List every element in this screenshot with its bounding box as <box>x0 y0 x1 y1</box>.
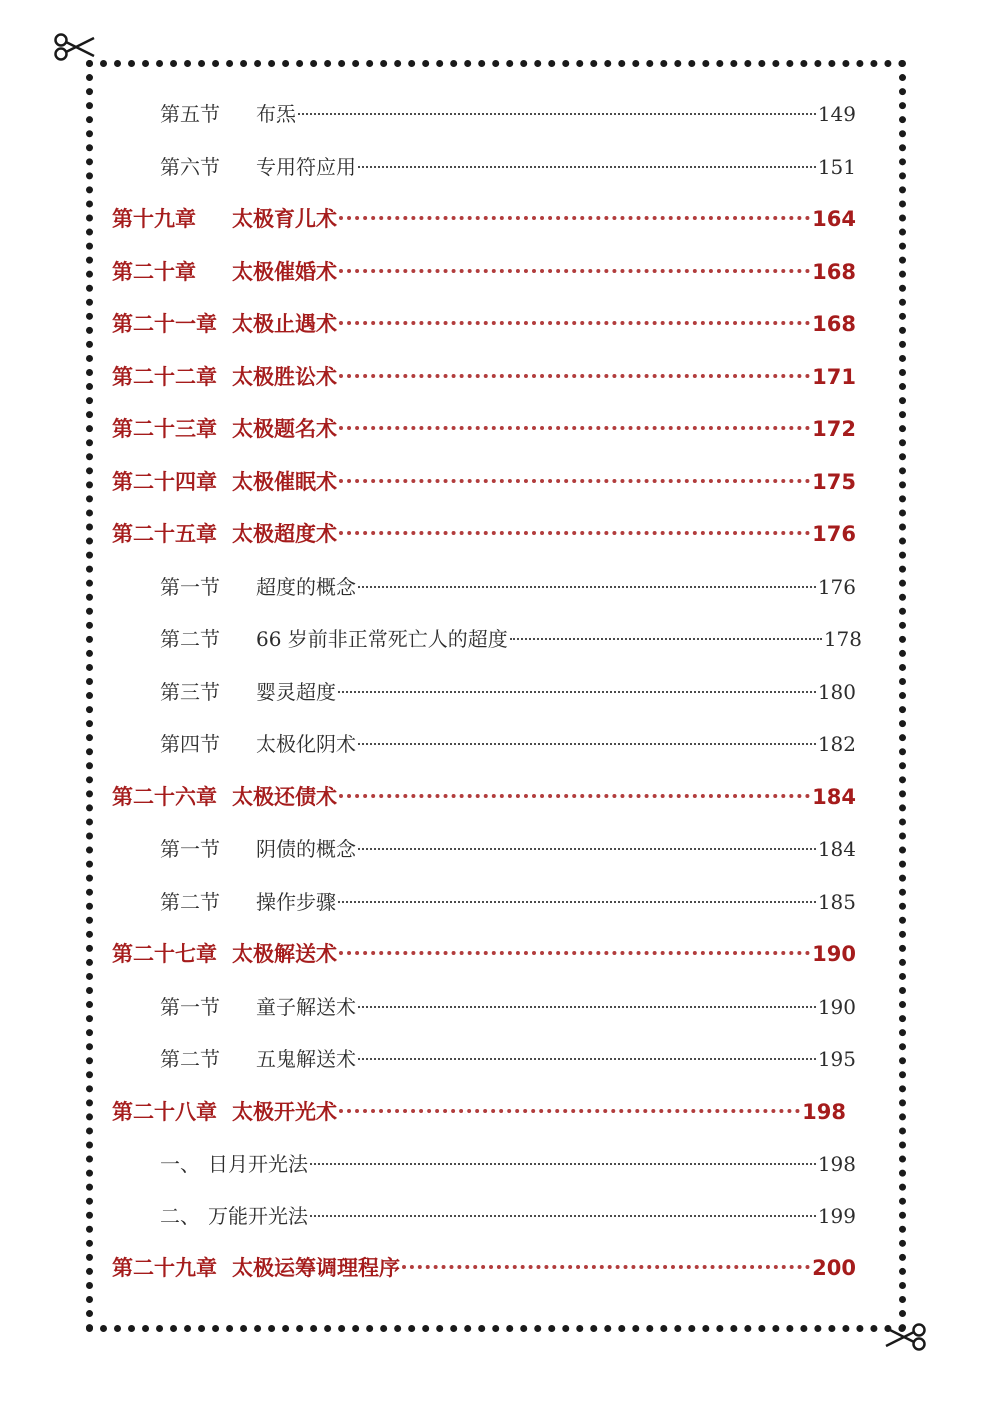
entry-title: 太极催眠术 <box>232 470 337 494</box>
toc-entry-chapter[interactable] <box>112 203 856 233</box>
dot-leader <box>338 901 816 903</box>
entry-title: 阴债的概念 <box>256 837 356 861</box>
entry-page-number: 195 <box>817 1047 856 1071</box>
entry-label: 第一节 <box>160 575 220 599</box>
entry-page-number: 190 <box>812 942 856 966</box>
entry-label: 第二十七章 <box>112 942 217 966</box>
entry-page-number: 182 <box>817 732 856 756</box>
entry-page-number: 171 <box>812 365 856 389</box>
toc-entry-section[interactable] <box>160 571 856 600</box>
entry-label: 第三节 <box>160 680 220 704</box>
entry-page-number: 176 <box>817 575 856 599</box>
dot-leader <box>358 1058 816 1060</box>
toc-entry-section[interactable] <box>160 98 856 127</box>
entry-label: 第二十八章 <box>112 1100 217 1124</box>
toc-entry-chapter[interactable] <box>112 518 856 548</box>
toc-entry-chapter[interactable] <box>112 781 856 811</box>
toc-entry-section[interactable] <box>160 833 856 862</box>
dot-leader <box>339 321 810 325</box>
entry-label: 第二十五章 <box>112 522 217 546</box>
dot-leader <box>358 848 816 850</box>
dot-leader <box>339 426 810 430</box>
entry-label: 第二十一章 <box>112 312 217 336</box>
entry-page-number: 185 <box>817 890 856 914</box>
entry-title: 太极止遇术 <box>232 312 337 336</box>
entry-page-number: 190 <box>817 995 856 1019</box>
entry-title: 太极胜讼术 <box>232 365 337 389</box>
entry-page-number: 172 <box>812 417 856 441</box>
entry-title: 太极化阴术 <box>256 732 356 756</box>
dot-leader <box>339 269 810 273</box>
toc-entry-chapter[interactable] <box>112 361 856 391</box>
entry-page-number: 180 <box>817 680 856 704</box>
toc-entry-section[interactable] <box>160 1148 856 1177</box>
dot-leader <box>339 531 810 535</box>
toc-entry-section[interactable] <box>160 886 856 915</box>
toc-entry-chapter[interactable] <box>112 256 856 286</box>
toc-entry-chapter[interactable] <box>112 413 856 443</box>
entry-label: 第二十四章 <box>112 470 217 494</box>
entry-page-number: 176 <box>812 522 856 546</box>
entry-label: 第二十六章 <box>112 785 217 809</box>
dot-leader <box>339 216 810 220</box>
dot-leader <box>358 586 816 588</box>
dot-leader <box>510 638 822 640</box>
entry-title: 太极还债术 <box>232 785 337 809</box>
entry-label: 第二节 <box>160 627 220 651</box>
dot-leader <box>310 1163 816 1165</box>
entry-title: 童子解送术 <box>256 995 356 1019</box>
entry-page-number: 168 <box>812 260 856 284</box>
entry-page-number: 175 <box>812 470 856 494</box>
entry-title: 太极开光术 <box>232 1100 337 1124</box>
entry-title: 太极题名术 <box>232 417 337 441</box>
entry-label: 二、 <box>160 1204 200 1228</box>
entry-label: 第二节 <box>160 1047 220 1071</box>
entry-label: 第一节 <box>160 995 220 1019</box>
toc-entry-section[interactable] <box>160 676 856 705</box>
dot-leader <box>310 1215 816 1217</box>
entry-title: 日月开光法 <box>208 1152 308 1176</box>
entry-title: 太极育儿术 <box>232 207 337 231</box>
toc-entry-section[interactable] <box>160 1200 856 1229</box>
entry-page-number: 200 <box>812 1256 856 1280</box>
toc-entry-chapter[interactable] <box>112 1252 856 1282</box>
entry-label: 一、 <box>160 1152 200 1176</box>
toc-entry-chapter[interactable] <box>112 938 856 968</box>
entry-title: 操作步骤 <box>256 890 336 914</box>
toc-entry-chapter[interactable] <box>112 1096 856 1126</box>
entry-title: 五鬼解送术 <box>256 1047 356 1071</box>
dot-leader <box>338 691 816 693</box>
entry-title: 太极超度术 <box>232 522 337 546</box>
entry-page-number: 198 <box>817 1152 856 1176</box>
toc-entry-section[interactable] <box>160 151 856 180</box>
entry-label: 第二十二章 <box>112 365 217 389</box>
entry-title: 太极解送术 <box>232 942 337 966</box>
entry-label: 第二十三章 <box>112 417 217 441</box>
entry-page-number: 199 <box>817 1204 856 1228</box>
entry-page-number: 149 <box>817 102 856 126</box>
entry-title: 万能开光法 <box>208 1204 308 1228</box>
dot-leader <box>358 743 816 745</box>
dot-leader <box>339 374 810 378</box>
entry-title: 超度的概念 <box>256 575 356 599</box>
entry-title: 太极运筹调理程序 <box>232 1256 400 1280</box>
entry-page-number: 184 <box>817 837 856 861</box>
entry-label: 第五节 <box>160 102 220 126</box>
entry-label: 第二十九章 <box>112 1256 217 1280</box>
entry-page-number: 198 <box>802 1100 846 1124</box>
entry-title: 布炁 <box>256 102 296 126</box>
scissors-icon <box>52 32 96 62</box>
entry-label: 第六节 <box>160 155 220 179</box>
dot-leader <box>358 1006 816 1008</box>
entry-label: 第二十章 <box>112 260 196 284</box>
toc-entry-section[interactable] <box>160 1043 856 1072</box>
entry-title: 婴灵超度 <box>256 680 336 704</box>
dot-leader <box>339 479 810 483</box>
dot-leader <box>339 794 810 798</box>
toc-entry-chapter[interactable] <box>112 466 856 496</box>
entry-label: 第十九章 <box>112 207 196 231</box>
scissors-icon <box>884 1322 928 1352</box>
entry-title: 太极催婚术 <box>232 260 337 284</box>
dot-leader <box>402 1265 810 1269</box>
toc-entry-section[interactable] <box>160 728 856 757</box>
entry-page-number: 178 <box>823 627 862 651</box>
entry-title: 专用符应用 <box>256 155 356 179</box>
entry-page-number: 164 <box>812 207 856 231</box>
toc-entry-chapter[interactable] <box>112 308 856 338</box>
dot-leader <box>339 951 810 955</box>
entry-page-number: 151 <box>817 155 856 179</box>
toc-entry-section[interactable] <box>160 991 856 1020</box>
dot-leader <box>298 113 816 115</box>
dot-leader <box>358 166 816 168</box>
entry-title: 66 岁前非正常死亡人的超度 <box>256 627 508 651</box>
dot-leader <box>339 1109 800 1113</box>
toc-entry-section[interactable] <box>160 623 862 652</box>
entry-page-number: 184 <box>812 785 856 809</box>
entry-label: 第二节 <box>160 890 220 914</box>
entry-label: 第一节 <box>160 837 220 861</box>
entry-page-number: 168 <box>812 312 856 336</box>
entry-label: 第四节 <box>160 732 220 756</box>
